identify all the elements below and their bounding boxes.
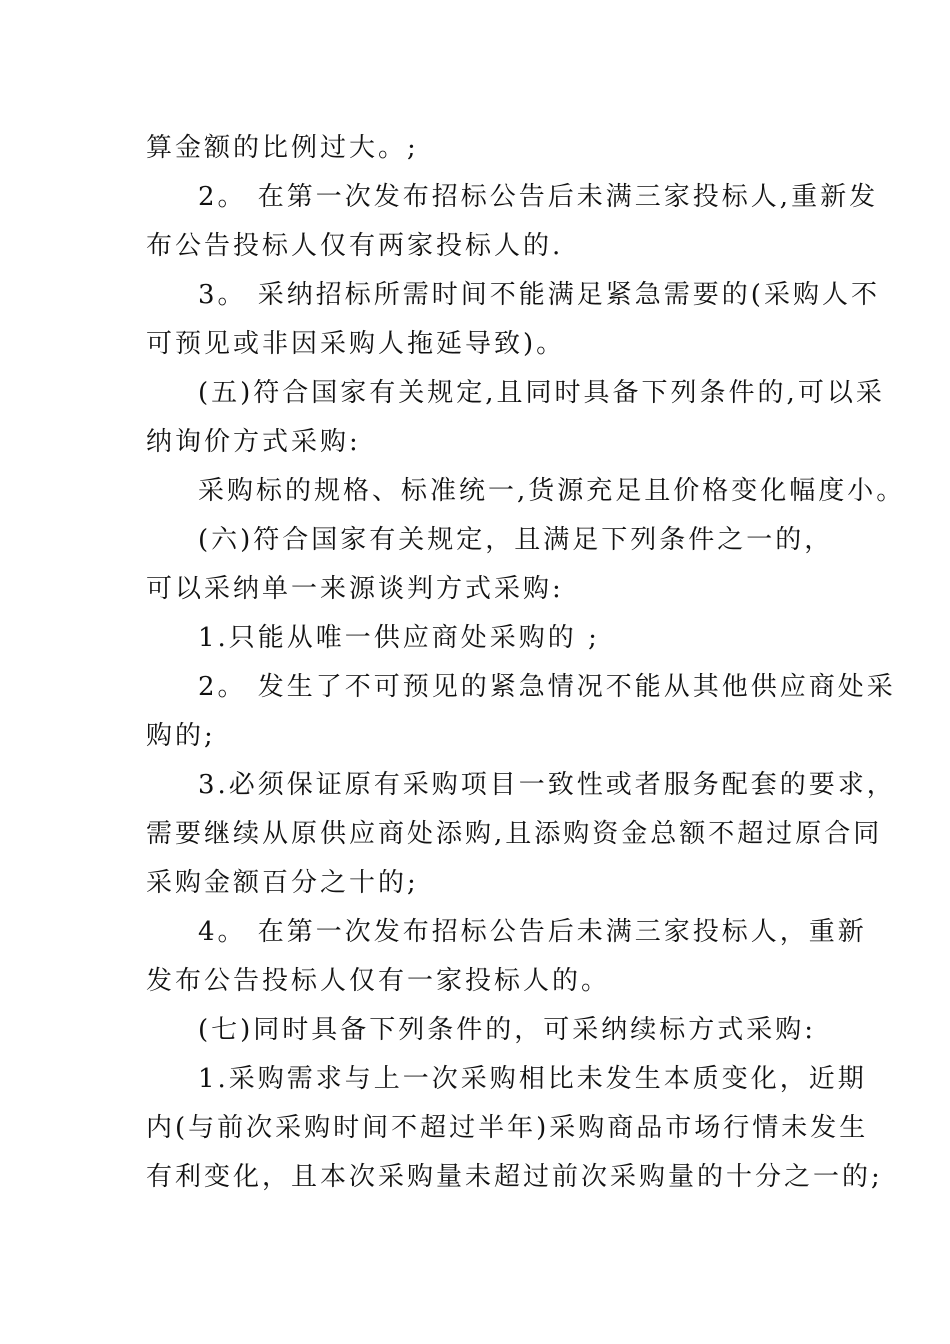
text-line: 有利变化，且本次采购量未超过前次采购量的十分之一的; — [146, 1162, 883, 1192]
text-line: 可预见或非因采购人拖延导致)。 — [146, 329, 566, 359]
text-line: 发布公告投标人仅有一家投标人的。 — [146, 966, 611, 996]
text-line: 可以采纳单一来源谈判方式采购: — [146, 574, 564, 604]
text-line: 1.采购需求与上一次采购相比未发生本质变化，近期 — [198, 1064, 867, 1094]
text-line: 4。 在第一次发布招标公告后未满三家投标人，重新 — [198, 917, 867, 947]
text-line: (六)符合国家有关规定，且满足下列条件之一的， — [198, 525, 834, 555]
text-line: 1.只能从唯一供应商处采购的 ; — [198, 623, 600, 653]
text-line: 算金额的比例过大。; — [146, 133, 419, 163]
text-line: 3.必须保证原有采购项目一致性或者服务配套的要求， — [198, 770, 896, 800]
text-line: 采购标的规格、标准统一,货源充足且价格变化幅度小。 — [198, 476, 906, 506]
text-line: 需要继续从原供应商处添购,且添购资金总额不超过原合同 — [146, 819, 883, 849]
text-line: 2。 发生了不可预见的紧急情况不能从其他供应商处采 — [198, 672, 896, 702]
text-line: 内(与前次采购时间不超过半年)采购商品市场行情未发生 — [146, 1113, 869, 1143]
text-line: 纳询价方式采购: — [146, 427, 361, 457]
text-line: (七)同时具备下列条件的，可采纳续标方式采购: — [198, 1015, 817, 1045]
text-line: 2。 在第一次发布招标公告后未满三家投标人,重新发 — [198, 182, 879, 212]
text-line: 购的; — [146, 721, 216, 751]
text-line: 采购金额百分之十的; — [146, 868, 419, 898]
text-line: (五)符合国家有关规定,且同时具备下列条件的,可以采 — [198, 378, 885, 408]
text-line: 布公告投标人仅有两家投标人的. — [146, 231, 564, 261]
document-body — [146, 124, 906, 1202]
text-line: 3。 采纳招标所需时间不能满足紧急需要的(采购人不 — [198, 280, 880, 310]
